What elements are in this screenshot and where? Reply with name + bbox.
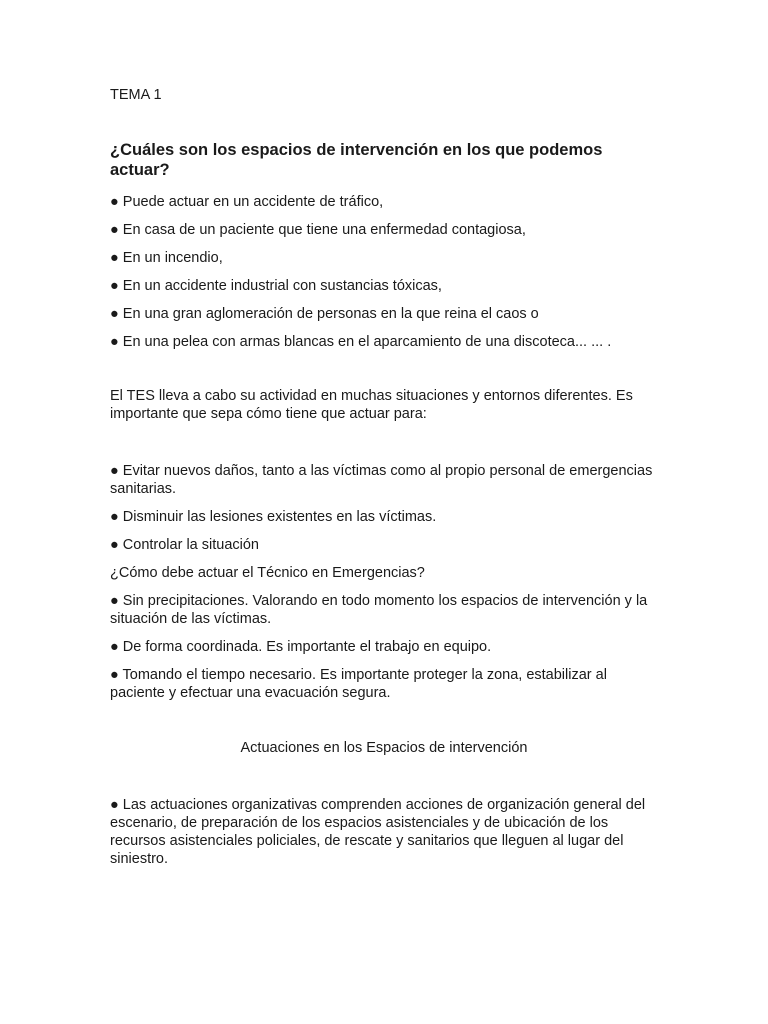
list-item: ● Evitar nuevos daños, tanto a las víctimas como al propio personal de emergencias sanitarias.: [110, 463, 653, 497]
list-item: ● En una gran aglomeración de personas en la que reina el caos o: [110, 306, 539, 322]
question-heading: ¿Cuáles son los espacios de intervención en los que podemos actuar?: [110, 141, 603, 179]
section-heading: Actuaciones en los Espacios de intervención: [240, 740, 528, 756]
list-item: ● Controlar la situación: [110, 537, 259, 553]
list-item: ● Tomando el tiempo necesario. Es importante proteger la zona, estabilizar al paciente y efectuar una evacuación segura.: [110, 667, 607, 701]
list-item: ● De forma coordinada. Es importante el trabajo en equipo.: [110, 639, 492, 655]
question-paragraph: ¿Cómo debe actuar el Técnico en Emergencias?: [110, 565, 425, 581]
document-title: TEMA 1: [110, 87, 162, 103]
list-item: ● Las actuaciones organizativas comprenden acciones de organización general del escenario, de preparación de los espacios asistenciales y de ubicación de los recursos asistenciales policiales, de rescate y sanitarios que lleguen al lugar del siniestro.: [110, 797, 646, 867]
list-item: ● Disminuir las lesiones existentes en las víctimas.: [110, 509, 437, 525]
list-item: ● Sin precipitaciones. Valorando en todo momento los espacios de intervención y la situación de las víctimas.: [110, 593, 648, 627]
list-item: ● En un accidente industrial con sustancias tóxicas,: [110, 278, 442, 294]
list-item: ● En casa de un paciente que tiene una enfermedad contagiosa,: [110, 222, 526, 238]
intro-paragraph: El TES lleva a cabo su actividad en muchas situaciones y entornos diferentes. Es importante que sepa cómo tiene que actuar para:: [110, 388, 633, 422]
list-item: ● En una pelea con armas blancas en el aparcamiento de una discoteca... ... .: [110, 334, 612, 350]
list-item: ● En un incendio,: [110, 250, 223, 266]
list-item: ● Puede actuar en un accidente de tráfico,: [110, 194, 384, 210]
